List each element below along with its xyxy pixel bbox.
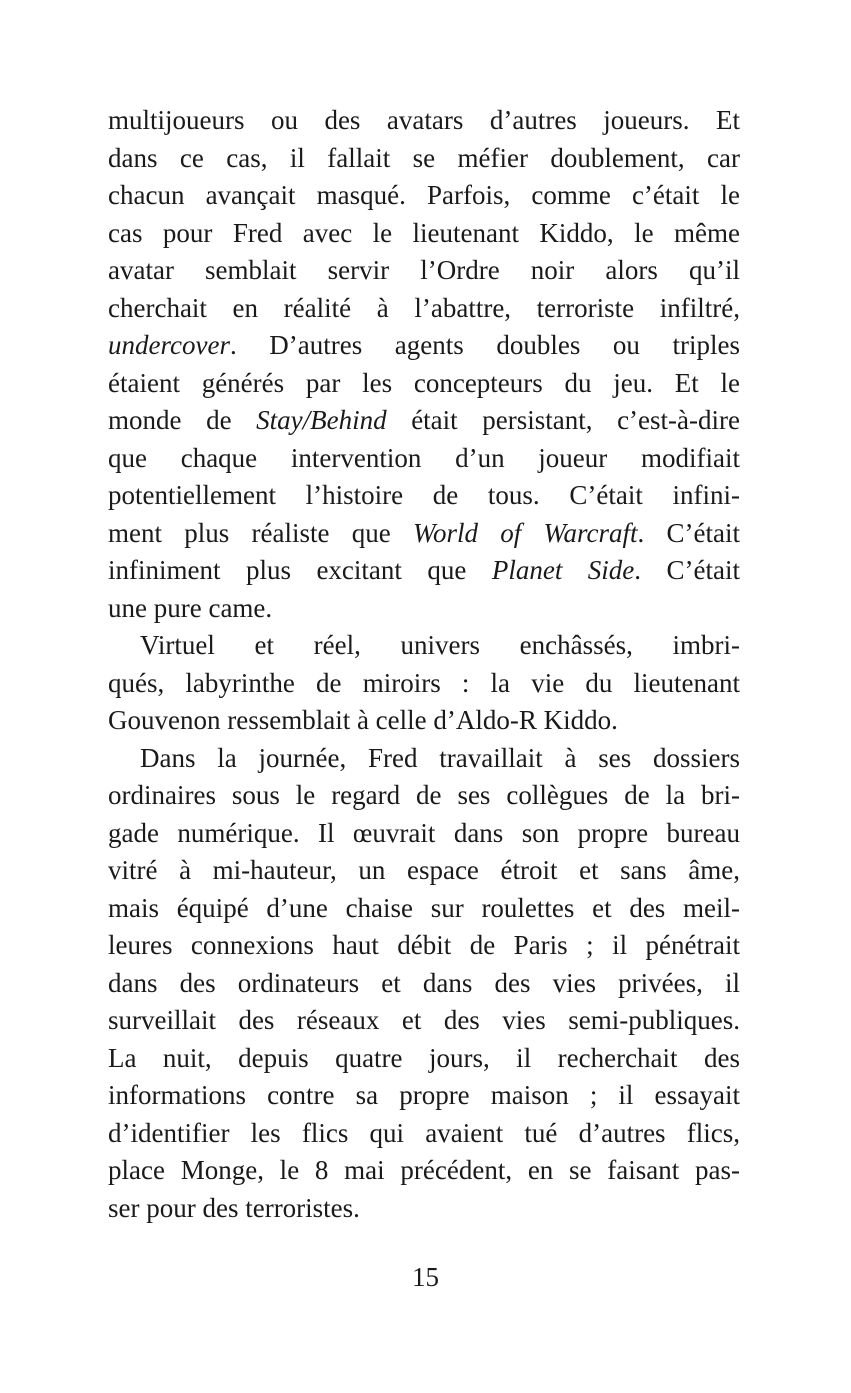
text-line bbox=[108, 252, 740, 290]
text-line bbox=[108, 402, 740, 440]
text-line bbox=[108, 665, 740, 703]
text-line bbox=[108, 852, 740, 890]
text-run: Dans la journée, Fred travaillait à ses dossiers bbox=[140, 742, 740, 773]
text-run: étaient générés par les concepteurs du jeu. Et le bbox=[108, 367, 740, 398]
text-line bbox=[108, 440, 740, 478]
text-run: cas pour Fred avec le lieutenant Kiddo, le même bbox=[108, 217, 740, 248]
text-run: une pure came. bbox=[108, 592, 273, 623]
text-run: dans ce cas, il fallait se méfier doublement, car bbox=[108, 142, 740, 173]
paragraph bbox=[108, 102, 740, 627]
text-line bbox=[108, 777, 740, 815]
text-line bbox=[108, 590, 740, 628]
italic-title: World of Warcraft bbox=[412, 517, 638, 548]
text-line bbox=[108, 740, 740, 778]
text-run: que chaque intervention d’un joueur modifiait bbox=[108, 442, 740, 473]
text-line bbox=[108, 1040, 740, 1078]
text-run: ser pour des terroristes. bbox=[108, 1192, 360, 1223]
paragraph bbox=[108, 740, 740, 1228]
text-run: . C’était bbox=[637, 517, 740, 548]
text-line bbox=[108, 1152, 740, 1190]
text-line bbox=[108, 927, 740, 965]
italic-title: Planet Side bbox=[491, 555, 635, 585]
page-body bbox=[108, 102, 740, 1227]
text-run: gade numérique. Il œuvrait dans son propre bureau bbox=[108, 817, 740, 848]
text-run: avatar semblait servir l’Ordre noir alors qu’il bbox=[108, 255, 740, 285]
text-line bbox=[108, 102, 740, 140]
text-run: La nuit, depuis quatre jours, il recherchait des bbox=[108, 1042, 740, 1073]
text-run: ordinaires sous le regard de ses collègues de la bri- bbox=[108, 780, 740, 810]
italic-title: Stay/Behind bbox=[256, 405, 387, 435]
text-line bbox=[108, 327, 740, 365]
text-line bbox=[108, 365, 740, 403]
text-run: vitré à mi-hauteur, un espace étroit et sans âme, bbox=[108, 855, 740, 885]
text-line bbox=[108, 177, 740, 215]
text-run: dans des ordinateurs et dans des vies privées, il bbox=[108, 967, 740, 998]
text-line bbox=[108, 290, 740, 328]
text-run: . D’autres agents doubles ou triples bbox=[229, 330, 740, 360]
text-line bbox=[108, 965, 740, 1003]
text-run: infiniment plus excitant que bbox=[108, 555, 492, 585]
text-run: monde de bbox=[108, 405, 257, 435]
text-line bbox=[108, 702, 740, 740]
text-run: surveillait des réseaux et des vies semi-publiques. bbox=[108, 1005, 740, 1035]
text-run: d’identifier les flics qui avaient tué d’autres flics, bbox=[108, 1117, 740, 1148]
text-line bbox=[108, 215, 740, 253]
text-line bbox=[108, 1115, 740, 1153]
text-line bbox=[108, 477, 740, 515]
text-run: mais équipé d’une chaise sur roulettes et des meil- bbox=[108, 892, 740, 923]
text-line bbox=[108, 1002, 740, 1040]
text-line bbox=[108, 890, 740, 928]
text-run: place Monge, le 8 mai précédent, en se faisant pas- bbox=[108, 1155, 740, 1185]
text-run: chacun avançait masqué. Parfois, comme c’était le bbox=[108, 180, 740, 210]
text-run: . C’était bbox=[634, 555, 740, 585]
paragraph bbox=[108, 627, 740, 740]
page-number: 15 bbox=[412, 1262, 439, 1292]
text-run: était persistant, c’est-à-dire bbox=[386, 405, 740, 435]
text-line bbox=[108, 515, 740, 553]
text-run: potentiellement l’histoire de tous. C’était infini- bbox=[108, 480, 740, 510]
text-run: Virtuel et réel, univers enchâssés, imbri- bbox=[140, 630, 740, 660]
text-line bbox=[108, 1190, 740, 1228]
text-run: Gouvenon ressemblait à celle d’Aldo-R Kiddo. bbox=[108, 705, 618, 735]
text-line bbox=[108, 140, 740, 178]
text-run: qués, labyrinthe de miroirs : la vie du lieutenant bbox=[108, 667, 740, 698]
text-run: ment plus réaliste que bbox=[108, 517, 413, 548]
text-line bbox=[108, 1077, 740, 1115]
text-line bbox=[108, 627, 740, 665]
text-run: leures connexions haut débit de Paris ; il pénétrait bbox=[108, 930, 740, 960]
text-run: cherchait en réalité à l’abattre, terroriste infiltré, bbox=[108, 292, 740, 323]
italic-title: undercover bbox=[108, 330, 230, 360]
text-line bbox=[108, 815, 740, 853]
text-run: multijoueurs ou des avatars d’autres joueurs. Et bbox=[108, 105, 740, 135]
text-line bbox=[108, 552, 740, 590]
text-run: informations contre sa propre maison ; il essayait bbox=[108, 1080, 740, 1110]
